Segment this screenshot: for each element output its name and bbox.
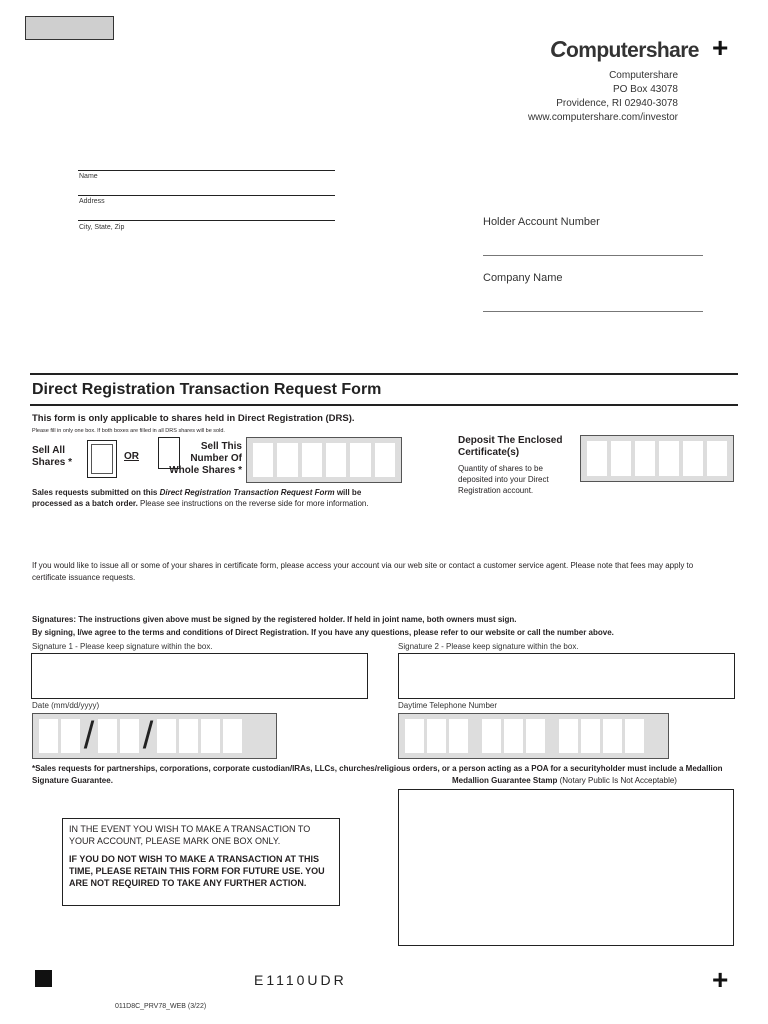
sell-shares-quantity-input[interactable] [246,437,402,483]
transaction-notice-box: IN THE EVENT YOU WISH TO MAKE A TRANSACTION TO YOUR ACCOUNT, PLEASE MARK ONE BOX ONLY. IF YOU DO NOT WISH TO MAKE A TRANSACTION AT THIS TIME, PLEASE RETAIN THIS FORM FOR FUTURE USE. YOU ARE NOT REQUIRED TO TAKE ANY FURTHER ACTION. [62,818,340,906]
city-line [78,220,335,221]
drs-applicable-text: This form is only applicable to shares held in Direct Registration (DRS). [32,413,355,424]
sell-all-checkbox[interactable] [87,440,117,478]
or-label: OR [124,451,139,462]
deposit-title: Deposit The Enclosed Certificate(s) [458,435,563,458]
signature-instructions: Signatures: The instructions given above must be signed by the registered holder. If held in joint name, both owners must sign. By signing, I/we agree to the terms and conditions of Direct Registration. If you have any questions, please refer to our website or call the number above. [32,615,614,637]
title-rule-bottom [30,404,738,406]
company-address: Computershare PO Box 43078 Providence, RI 02940-3078 www.computershare.com/investor [527,70,678,123]
deposit-quantity-input[interactable] [580,435,734,482]
signature-1-label: Signature 1 - Please keep signature within the box. [32,642,213,651]
title-rule-top [30,373,738,375]
city-label: City, State, Zip [79,224,125,231]
registration-plus-icon: + [712,32,729,63]
sell-all-label: Sell All Shares * [32,445,73,468]
company-name-label: Company Name [483,272,563,284]
medallion-requirement-note: *Sales requests for partnerships, corporations, corporate custodian/IRAs, LLCs, churches/religious orders, or a person acting as a POA for a securityholder must include a Medallion Signature Guarantee. [32,764,723,785]
holder-account-field[interactable] [483,255,703,256]
form-code: E1110UDR [254,972,347,988]
fill-one-box-note: Please fill in only one box. If both boxes are filled in all DRS shares will be sold. [32,428,225,434]
phone-label: Daytime Telephone Number [398,701,498,710]
signature-2-box[interactable] [398,653,735,699]
name-label: Name [79,173,98,180]
medallion-stamp-label: Medallion Guarantee Stamp (Notary Public Is Not Acceptable) [452,776,677,785]
name-line [78,170,335,171]
form-title: Direct Registration Transaction Request Form [32,381,382,398]
certificate-issuance-note: If you would like to issue all or some of your shares in certificate form, please access your account via our web site or contact a customer service agent. Please note that fees may apply to certificate issuance requests. [32,561,694,582]
address-label: Address [79,198,105,205]
form-id: 011D8C_PRV78_WEB (3/22) [115,1003,207,1010]
date-label: Date (mm/dd/yyyy) [32,701,100,710]
signature-1-box[interactable] [31,653,368,699]
address-line [78,195,335,196]
batch-order-note: Sales requests submitted on this Direct Registration Transaction Request Form will be processed as a batch order. Please see instructions on the reverse side for more information. [32,488,369,508]
corner-registration-box [25,16,114,40]
holder-account-label: Holder Account Number [483,216,600,228]
signature-2-label: Signature 2 - Please keep signature within the box. [398,642,579,651]
date-separator: / [83,715,95,757]
medallion-stamp-box[interactable] [398,789,734,946]
date-separator: / [142,715,154,757]
sell-this-label: Sell This Number Of Whole Shares * [169,441,242,476]
phone-input[interactable] [398,713,669,759]
deposit-description: Quantity of shares to be deposited into your Direct Registration account. [458,464,549,495]
computershare-logo: Computershare [550,36,699,62]
date-input[interactable] [32,713,277,759]
registration-square-mark [35,970,52,987]
registration-plus-icon-bottom: + [712,964,729,995]
company-name-field[interactable] [483,311,703,312]
